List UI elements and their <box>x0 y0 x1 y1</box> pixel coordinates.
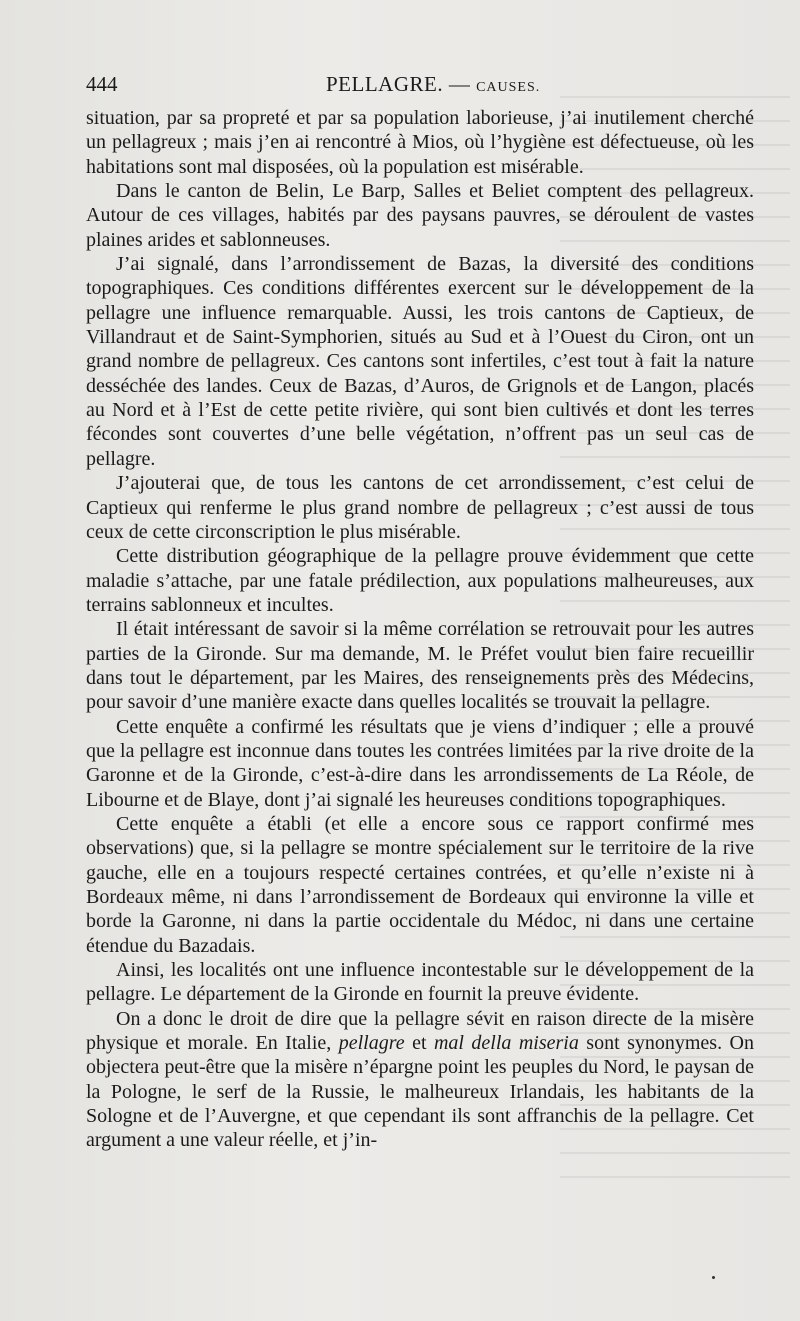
running-title-main: PELLAGRE. <box>326 72 444 96</box>
body-text <box>86 106 754 1153</box>
paragraph-9: Ainsi, les localités ont une influence incontestable sur le développement de la pellagre. Le département de la Gironde en fournit la preuve évidente. <box>86 959 754 1006</box>
paragraph-10-part-2: et <box>404 1032 434 1055</box>
paragraph-10-part-1: On a donc le droit de dire que la pellagre sévit en raison directe de la misère physique et morale. En Italie, <box>86 1007 754 1055</box>
paragraph-10 <box>86 1007 754 1153</box>
italic-term-pellagre: pellagre <box>338 1032 405 1055</box>
running-header <box>86 72 754 102</box>
italic-term-mal-della-miseria: mal della miseria <box>433 1032 579 1055</box>
paragraph-6: Il était intéressant de savoir si la même corrélation se retrouvait pour les autres parties de la Gironde. Sur ma demande, M. le Préfet voulut bien faire recueillir dans tout le département, par les Maires, des renseignements près des Médecins, pour savoir d’une manière exacte dans quelles localités se trouvait la pellagre. <box>86 618 754 714</box>
paragraph-5: Cette distribution géographique de la pellagre prouve évidemment que cette maladie s’attache, par une fatale prédilection, aux populations malheureuses, aux terrains sablonneux et incultes. <box>86 545 754 616</box>
paragraph-10-part-3: sont synonymes. On objectera peut-être que la misère n’épargne point les peuples du Nord, le paysan de la Pologne, le serf de la Russie, le malheureux Irlandais, les habitants de la Sologne et de l’Auvergne, et que cependant ils sont affranchis de la pellagre. Cet argument a une valeur réelle, et j’in- <box>86 1032 754 1152</box>
paragraph-3: J’ai signalé, dans l’arrondissement de Bazas, la diversité des conditions topographiques. Ces conditions différentes exercent sur le développement de la pellagre une influence remarquable. Aussi, les trois cantons de Captieux, de Villandraut et de Saint-Symphorien, situés au Sud et à l’Ouest du Ciron, ont un grand nombre de pellagreux. Ces cantons sont infertiles, c’est tout à fait la nature desséchée des landes. Ceux de Bazas, d’Auros, de Grignols et de Langon, placés au Nord et à l’Est de cette petite rivière, qui sont bien cultivés et dont les terres fécondes sont couvertes d’une belle végétation, n’offrent pas un seul cas de pellagre. <box>86 253 754 470</box>
page-number: 444 <box>86 72 118 96</box>
ink-speck <box>712 1276 715 1279</box>
paragraph-4: J’ajouterai que, de tous les cantons de cet arrondissement, c’est celui de Captieux qui renferme le plus grand nombre de pellagreux ; c’est aussi de tous ceux de cette circonscription le plus misérable. <box>86 472 754 543</box>
running-title-dash: — <box>448 72 471 96</box>
paragraph-7: Cette enquête a confirmé les résultats que je viens d’indiquer ; elle a prouvé que la pellagre est inconnue dans toutes les contrées limitées par la rive droite de la Garonne et de la Gironde, c’est-à-dire dans les arrondissements de La Réole, de Libourne et de Blaye, dont j’ai signalé les heureuses conditions topographiques. <box>86 715 754 811</box>
paragraph-2: Dans le canton de Belin, Le Barp, Salles et Beliet comptent des pellagreux. Autour de ces villages, habités par des paysans pauvres, se déroulent de vastes plaines arides et sablonneuses. <box>86 180 754 251</box>
running-title <box>326 72 540 97</box>
paragraph-8: Cette enquête a établi (et elle a encore sous ce rapport confirmé mes observations) que, si la pellagre se montre spécialement sur le territoire de la rive gauche, elle en a toujours respecté certaines contrées, et qu’elle n’existe ni à Bordeaux même, ni dans l’arrondissement de Bordeaux qui environne la ville et borde la Garonne, ni dans la partie occidentale du Médoc, ni dans une certaine étendue du Bazadais. <box>86 812 754 957</box>
running-title-section: CAUSES. <box>476 80 541 95</box>
paragraph-1: situation, par sa propreté et par sa population laborieuse, j’ai inutilement cherché un pellagreux ; mais j’en ai rencontré à Mios, où l’hygiène est défectueuse, où les habitations sont mal disposées, où la population est misérable. <box>86 107 754 178</box>
